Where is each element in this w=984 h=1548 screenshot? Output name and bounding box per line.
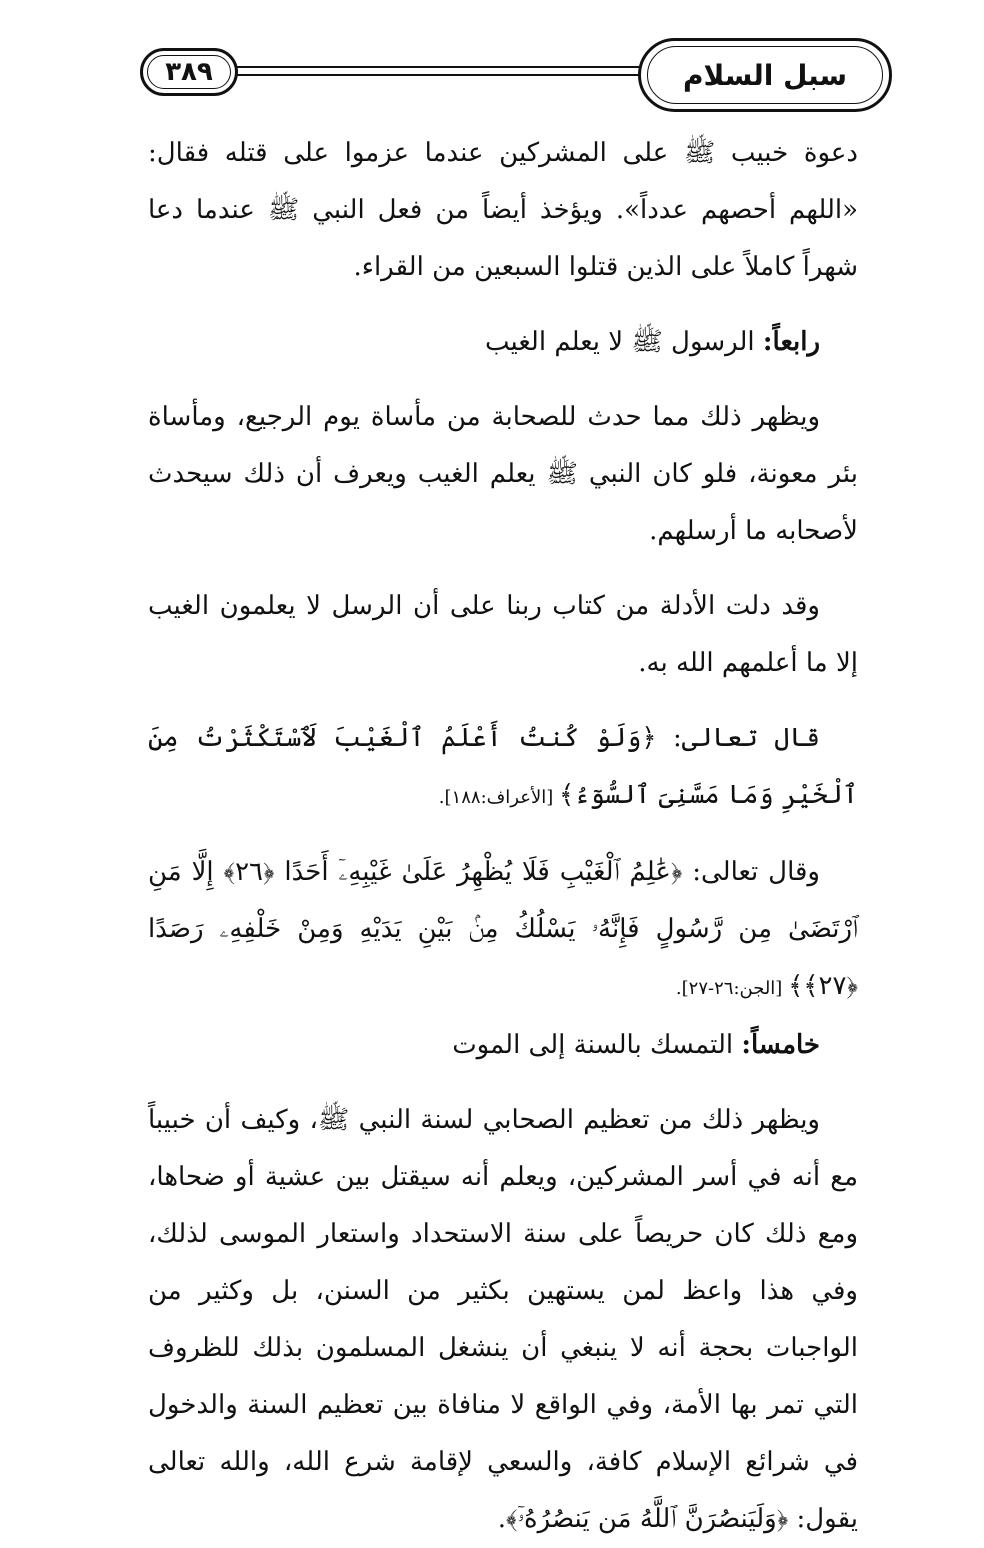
page-number-frame <box>140 48 238 96</box>
heading-label: رابعاً: <box>762 327 820 357</box>
running-title: سبل السلام <box>682 58 848 92</box>
page-number: ٣٨٩ <box>165 57 213 87</box>
quran-verse: ﴿عَٰلِمُ ٱلْغَيْبِ فَلَا يُظْهِرُ عَلَىٰ غَيْبِهِۦٓ أَحَدًا ﴿٢٦﴾ إِلَّا مَنِ ٱرْتَضَىٰ مِن رَّسُولٍ فَإِنَّهُۥ يَسْلُكُ مِنۢ بَيْنِ يَدَيْهِ وَمِنْ خَلْفِهِۦ رَصَدًا ﴿٢٧﴾﴾ <box>148 857 858 1001</box>
verse-intro: وقال تعالى: <box>682 857 820 887</box>
page-header <box>140 38 892 118</box>
header-rule-bottom <box>236 74 640 76</box>
quran-verse: ﴿وَلَيَنصُرَنَّ ٱللَّهُ مَن يَنصُرُهُۥٓ﴾ <box>506 1504 789 1534</box>
paragraph-3: وقد دلت الأدلة من كتاب ربنا على أن الرسل لا يعلمون الغيب إلا ما أعلمهم الله به. <box>148 591 858 678</box>
paragraph-2: ويظهر ذلك مما حدث للصحابة من مأساة يوم الرجيع، ومأساة بئر معونة، فلو كان النبي ﷺ يعلم الغيب ويعرف أن ذلك سيحدث لأصحابه ما أرسلهم. <box>148 402 858 546</box>
section-heading-4 <box>148 314 858 371</box>
running-title-frame <box>638 38 892 112</box>
header-rule-top <box>236 66 640 68</box>
paragraph-end: . <box>497 1504 507 1534</box>
paragraph-1: دعوة خبيب ﷺ على المشركين عندما عزموا على قتله فقال: «اللهم أحصهم عدداً». ويؤخذ أيضاً من فعل النبي ﷺ عندما دعا شهراً كاملاً على الذين قتلوا السبعين من القراء. <box>148 138 858 282</box>
quran-verse: ﴿وَلَوْ كُنتُ أَعْلَمُ ٱلْغَيْبَ لَٱسْتَكْثَرْتُ مِنَ ٱلْخَيْرِ وَمَا مَسَّنِىَ ٱلسُّوٓءُ﴾ <box>148 723 858 810</box>
heading-text: الرسول ﷺ لا يعلم الغيب <box>485 327 763 357</box>
heading-text: التمسك بالسنة إلى الموت <box>452 1030 742 1060</box>
paragraph-4 <box>148 710 858 826</box>
section-heading-5 <box>148 1017 858 1074</box>
verse-citation: [الأعراف:١٨٨]. <box>438 787 559 808</box>
verse-citation: [الجن:٢٦-٢٧]. <box>675 978 789 999</box>
heading-label: خامساً: <box>741 1030 820 1060</box>
paragraph-6 <box>148 1092 858 1548</box>
verse-intro: قال تعالى: <box>656 723 820 753</box>
page-body <box>148 125 858 1548</box>
paragraph-text: ويظهر ذلك من تعظيم الصحابي لسنة النبي ﷺ، وكيف أن خبيباً مع أنه في أسر المشركين، ويعلم أنه سيقتل بين عشية أو ضحاها، ومع ذلك كان حريصاً على سنة الاستحداد واستعار الموسى لذلك، وفي هذا واعظ لمن يستهين بكثير من السنن، بل وكثير من الواجبات بحجة أنه لا ينبغي أن ينشغل المسلمون بذلك للظروف التي تمر بها الأمة، وفي الواقع لا منافاة بين تعظيم السنة والدخول في شرائع الإسلام كافة، والسعي لإقامة شرع الله، والله تعالى يقول: <box>148 1105 858 1534</box>
paragraph-5 <box>148 844 858 1017</box>
